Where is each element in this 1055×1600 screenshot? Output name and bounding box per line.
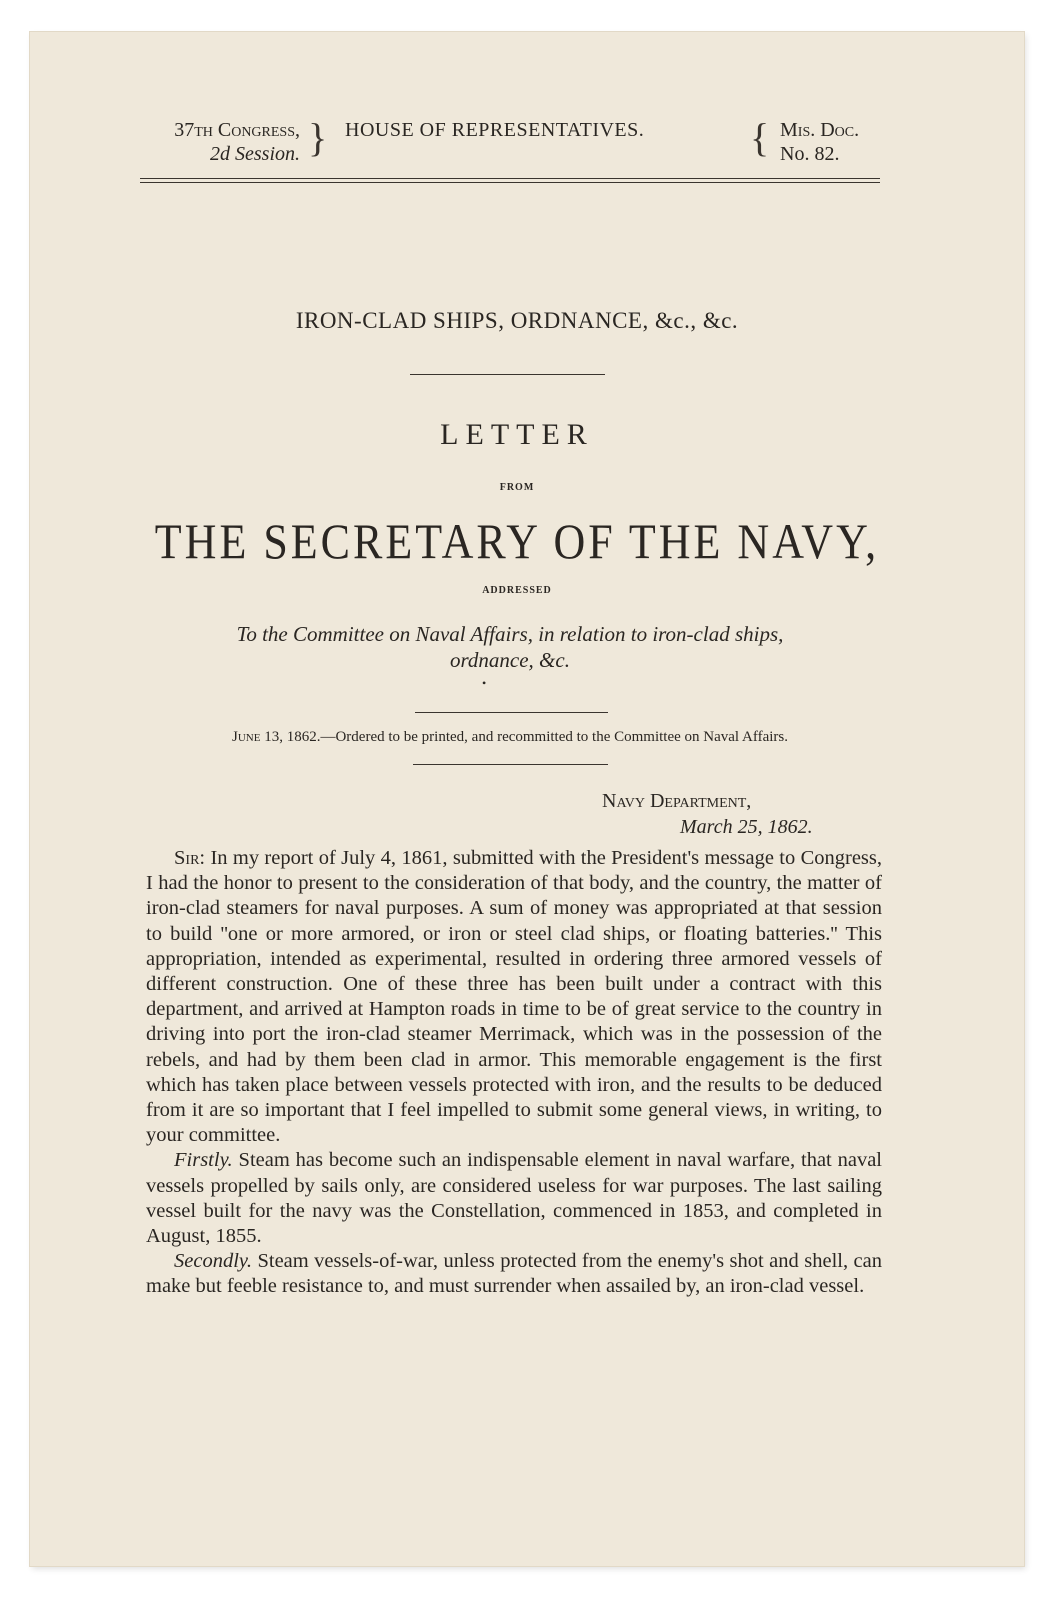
salutation: Sir: — [174, 847, 206, 869]
paragraph — [146, 1148, 882, 1249]
order-text: —Ordered to be printed, and recommitted to the Committee on Naval Affairs. — [320, 729, 788, 745]
session-label: 2d Session. — [210, 143, 300, 165]
subject-title: IRON-CLAD SHIPS, ORDNANCE, &c., &c. — [295, 308, 739, 333]
addressee — [140, 621, 880, 673]
divider — [413, 764, 608, 765]
house-title: HOUSE OF REPRESENTATIVES. — [345, 119, 645, 141]
addressed-label: ADDRESSED — [482, 585, 552, 596]
paragraph-text: In my report of July 4, 1861, submitted with the President's message to Congress, I had the honor to present to the consideration of that body, and the country, the matter of iron-clad steamers for naval purposes. A sum of money was appropriated at that session to build ''one or more armored, or iron or steel clad ships, or floating batteries.'' This appropriation, intended as experimental, resulted in ordering three armored vessels of different construction. One of these three has been built under a contract with this department, and arrived at Hampton roads in time to be of great service to the country in driving into port the iron-clad steamer Merrimack, which was in the possession of the rebels, and had by them been clad in armor. This memorable engagement is the first which has taken place between vessels protected with iron, and the results to be deduced from it are so important that I feel impelled to submit some general views, in writing, to your committee. — [146, 847, 883, 1147]
congress-session — [140, 118, 300, 166]
order-note — [140, 729, 880, 746]
header-rule — [140, 178, 880, 183]
paragraph — [146, 1249, 882, 1299]
divider — [415, 712, 608, 713]
letter-body — [146, 846, 882, 1300]
dateline-place: Navy Department, — [602, 790, 752, 812]
secretary-heading: THE SECRETARY OF THE NAVY, — [154, 514, 880, 569]
paragraph-lead: Secondly. — [174, 1250, 252, 1273]
document-page — [30, 32, 1024, 1566]
right-brace: { — [750, 115, 770, 160]
paragraph-lead: Firstly. — [174, 1149, 233, 1172]
doc-type-label: Mis. Doc. — [780, 119, 860, 141]
addressee-line-2: ordnance, &c. — [450, 648, 570, 672]
dateline-date — [680, 816, 813, 839]
divider — [410, 374, 605, 375]
letter-heading: LETTER — [440, 418, 594, 451]
paragraph — [146, 846, 882, 1148]
document-header — [140, 115, 880, 178]
from-label: FROM — [499, 482, 535, 493]
congress-label: 37th Congress, — [174, 119, 300, 141]
paragraph-text: Steam vessels-of-war, unless protected from the enemy's shot and shell, can make but feeble resistance to, and must surrender when assailed by, an iron-clad vessel. — [146, 1250, 882, 1298]
doc-number-label: No. 82. — [780, 143, 840, 165]
document-number — [780, 118, 880, 166]
left-brace: } — [308, 115, 328, 160]
addressee-line-1: To the Committee on Naval Affairs, in relation to iron-clad ships, — [236, 622, 784, 646]
dateline-date-text: March 25, 1862. — [680, 816, 813, 838]
paragraph-text: Steam has become such an indispensable element in naval warfare, that naval vessels propelled by sails only, are considered useless for war purposes. The last sailing vessel built for the navy was the Constellation, commenced in 1853, and completed in August, 1855. — [146, 1149, 882, 1248]
ornament-mark: • — [482, 676, 487, 690]
order-date: June 13, 1862. — [232, 729, 321, 745]
